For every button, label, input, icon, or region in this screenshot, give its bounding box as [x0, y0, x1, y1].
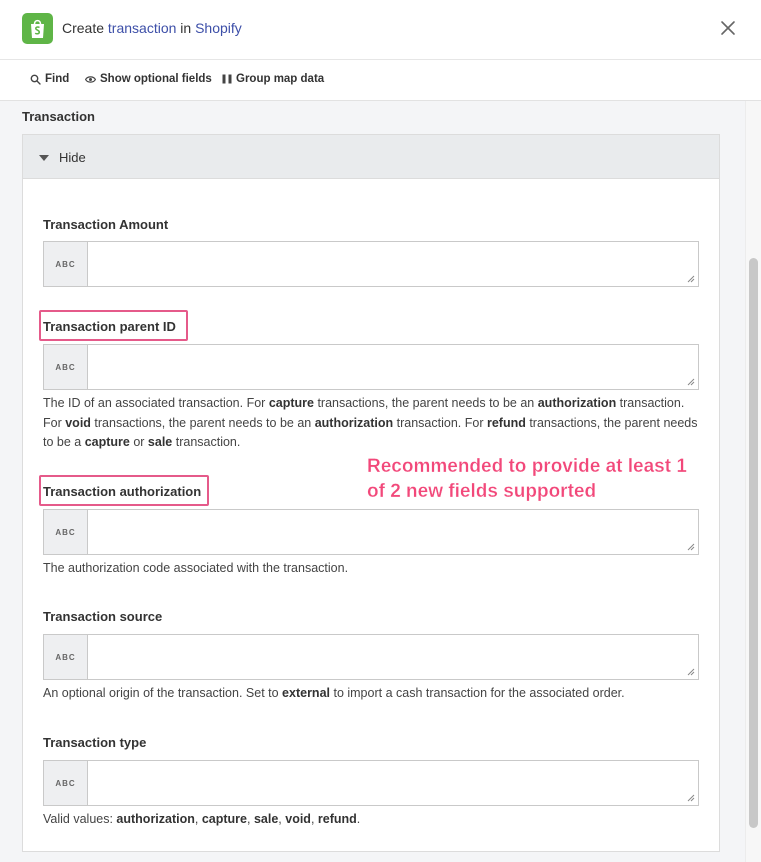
vertical-scrollbar[interactable] [745, 101, 761, 862]
type-badge: ABC [44, 345, 88, 389]
title-in: in [180, 20, 192, 36]
resize-grip-icon[interactable] [687, 378, 695, 386]
show-optional-label: Show optional fields [100, 73, 212, 85]
transaction-source-input[interactable] [43, 634, 699, 680]
title-app-link[interactable]: Shopify [195, 20, 242, 36]
resize-grip-icon[interactable] [687, 794, 695, 802]
section-title: Transaction [22, 109, 95, 124]
help-text-parent-id: The ID of an associated transaction. For capture transactions, the parent needs to be an authorization transaction. For void transactions, the parent needs to be an authorization transaction. For refund transactions, the parent needs to be a capture or sale transaction. [43, 396, 698, 449]
field-label-transaction-parent-id: Transaction parent ID [43, 319, 176, 334]
find-label: Find [45, 73, 70, 85]
resize-grip-icon[interactable] [687, 668, 695, 676]
annotation-callout [367, 454, 687, 504]
resize-grip-icon[interactable] [687, 543, 695, 551]
group-map-label: Group map data [236, 73, 325, 85]
modal-header [0, 0, 761, 60]
group-columns-icon [222, 74, 232, 84]
shopify-bag-icon [22, 13, 53, 44]
modal-title [62, 20, 242, 36]
type-badge: ABC [44, 635, 88, 679]
help-text-source: An optional origin of the transaction. Set to external to import a cash transaction for the associated order. [43, 686, 625, 700]
eye-icon [85, 75, 96, 84]
transaction-amount-input[interactable] [43, 241, 699, 287]
field-label-transaction-source: Transaction source [43, 609, 163, 624]
close-button[interactable] [718, 18, 738, 38]
type-badge: ABC [44, 761, 88, 805]
annotation-line-2: of 2 new fields supported [367, 481, 597, 502]
help-text-authorization: The authorization code associated with the transaction. [43, 561, 349, 575]
transaction-authorization-input[interactable] [43, 509, 699, 555]
group-map-data-button[interactable] [222, 73, 324, 85]
hide-toggle-label: Hide [59, 150, 86, 165]
title-object-link[interactable]: transaction [107, 20, 177, 36]
help-text-type: Valid values: authorization, capture, sale, void, refund. [43, 812, 361, 826]
type-badge: ABC [44, 510, 88, 554]
transaction-parent-id-input[interactable] [43, 344, 699, 390]
hide-toggle[interactable] [23, 135, 719, 179]
transaction-type-input[interactable] [43, 760, 699, 806]
field-label-transaction-amount: Transaction Amount [43, 217, 169, 232]
type-badge: ABC [44, 242, 88, 286]
scrollbar-thumb[interactable] [749, 258, 758, 828]
show-optional-fields-button[interactable] [85, 73, 212, 85]
resize-grip-icon[interactable] [687, 275, 695, 283]
title-prefix: Create [62, 20, 105, 36]
search-icon [30, 74, 41, 85]
field-label-transaction-type: Transaction type [43, 735, 147, 750]
find-button[interactable] [30, 73, 69, 85]
field-label-transaction-authorization: Transaction authorization [43, 484, 202, 499]
annotation-line-1: Recommended to provide at least 1 [367, 456, 687, 477]
caret-down-icon [39, 155, 49, 161]
close-icon[interactable] [718, 18, 738, 38]
toolbar [0, 60, 761, 101]
